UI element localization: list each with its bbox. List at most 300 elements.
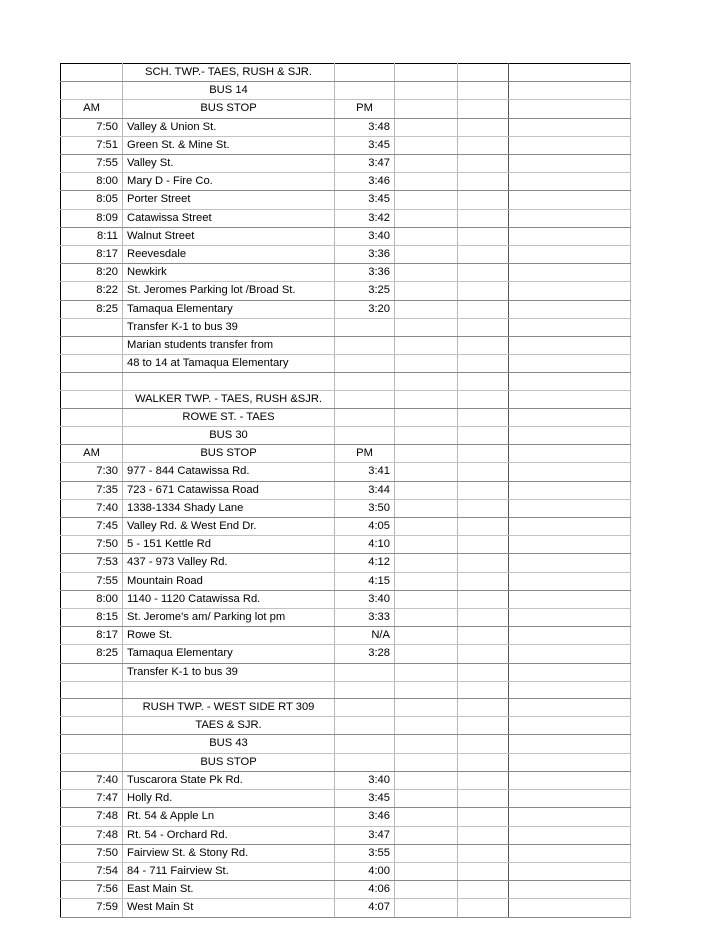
cell-pm-time: N/A <box>335 627 395 645</box>
cell-pm-time <box>335 373 395 390</box>
table-row <box>61 390 631 408</box>
cell-pm-time <box>335 735 395 753</box>
cell-spare-2 <box>458 191 509 209</box>
cell-spare-2 <box>458 771 509 789</box>
cell-pm-time: 3:28 <box>335 645 395 663</box>
cell-spare-2 <box>458 445 509 463</box>
cell-bus-stop: TAES & SJR. <box>123 717 335 735</box>
table-row <box>61 318 631 336</box>
table-row <box>61 844 631 862</box>
cell-spare-1 <box>395 64 458 82</box>
cell-am-time: 8:17 <box>61 246 123 264</box>
cell-spare-2 <box>458 427 509 445</box>
table-row <box>61 499 631 517</box>
cell-bus-stop: Green St. & Mine St. <box>123 136 335 154</box>
cell-spare-3 <box>509 390 631 408</box>
cell-am-time: 8:25 <box>61 645 123 663</box>
cell-pm-time: 3:47 <box>335 826 395 844</box>
cell-spare-3 <box>509 373 631 390</box>
cell-am-time <box>61 318 123 336</box>
cell-spare-1 <box>395 554 458 572</box>
cell-bus-stop: Porter Street <box>123 191 335 209</box>
cell-am-time: 8:09 <box>61 209 123 227</box>
cell-spare-1 <box>395 136 458 154</box>
cell-spare-3 <box>509 771 631 789</box>
cell-bus-stop: Transfer K-1 to bus 39 <box>123 318 335 336</box>
cell-spare-1 <box>395 82 458 100</box>
cell-spare-2 <box>458 355 509 373</box>
cell-bus-stop: ROWE ST. - TAES <box>123 408 335 426</box>
cell-spare-3 <box>509 481 631 499</box>
cell-pm-time: 3:47 <box>335 155 395 173</box>
cell-bus-stop: Rt. 54 - Orchard Rd. <box>123 826 335 844</box>
cell-spare-1 <box>395 318 458 336</box>
table-row <box>61 717 631 735</box>
cell-spare-2 <box>458 173 509 191</box>
cell-spare-2 <box>458 300 509 318</box>
cell-am-time: 7:45 <box>61 518 123 536</box>
cell-am-time: 7:53 <box>61 554 123 572</box>
cell-spare-1 <box>395 590 458 608</box>
cell-pm-time <box>335 717 395 735</box>
cell-bus-stop: SCH. TWP.- TAES, RUSH & SJR. <box>123 64 335 82</box>
cell-pm-time: 3:20 <box>335 300 395 318</box>
cell-spare-2 <box>458 463 509 481</box>
cell-am-time: 7:56 <box>61 881 123 899</box>
cell-spare-2 <box>458 318 509 336</box>
table-row <box>61 699 631 717</box>
cell-spare-3 <box>509 355 631 373</box>
cell-spare-3 <box>509 753 631 771</box>
cell-spare-2 <box>458 408 509 426</box>
cell-bus-stop: Rowe St. <box>123 627 335 645</box>
cell-spare-2 <box>458 753 509 771</box>
cell-spare-1 <box>395 408 458 426</box>
cell-spare-1 <box>395 227 458 245</box>
cell-spare-1 <box>395 264 458 282</box>
cell-spare-1 <box>395 735 458 753</box>
cell-pm-time: PM <box>335 445 395 463</box>
cell-spare-3 <box>509 663 631 681</box>
cell-spare-2 <box>458 844 509 862</box>
cell-pm-time <box>335 82 395 100</box>
cell-am-time: 8:00 <box>61 590 123 608</box>
cell-pm-time: 4:15 <box>335 572 395 590</box>
cell-bus-stop: East Main St. <box>123 881 335 899</box>
cell-am-time: 8:20 <box>61 264 123 282</box>
cell-am-time <box>61 427 123 445</box>
cell-spare-3 <box>509 463 631 481</box>
cell-spare-1 <box>395 699 458 717</box>
cell-spare-3 <box>509 191 631 209</box>
cell-spare-1 <box>395 209 458 227</box>
table-row <box>61 64 631 82</box>
cell-spare-1 <box>395 753 458 771</box>
cell-am-time <box>61 373 123 390</box>
cell-spare-3 <box>509 862 631 880</box>
schedule-sheet-wrapper <box>60 63 630 918</box>
table-row <box>61 790 631 808</box>
cell-pm-time: 3:46 <box>335 173 395 191</box>
cell-spare-1 <box>395 463 458 481</box>
cell-spare-2 <box>458 390 509 408</box>
cell-spare-2 <box>458 609 509 627</box>
cell-spare-3 <box>509 681 631 698</box>
cell-spare-3 <box>509 699 631 717</box>
cell-am-time <box>61 337 123 355</box>
cell-pm-time <box>335 699 395 717</box>
cell-bus-stop <box>123 681 335 698</box>
cell-pm-time: 3:42 <box>335 209 395 227</box>
table-row <box>61 609 631 627</box>
cell-spare-1 <box>395 390 458 408</box>
table-row <box>61 227 631 245</box>
cell-bus-stop: 5 - 151 Kettle Rd <box>123 536 335 554</box>
cell-spare-2 <box>458 826 509 844</box>
cell-pm-time <box>335 390 395 408</box>
cell-spare-2 <box>458 536 509 554</box>
cell-bus-stop: Mary D - Fire Co. <box>123 173 335 191</box>
cell-bus-stop: RUSH TWP. - WEST SIDE RT 309 <box>123 699 335 717</box>
cell-spare-3 <box>509 64 631 82</box>
cell-spare-1 <box>395 681 458 698</box>
cell-spare-2 <box>458 246 509 264</box>
table-row <box>61 282 631 300</box>
table-row <box>61 355 631 373</box>
cell-spare-1 <box>395 282 458 300</box>
table-row <box>61 264 631 282</box>
cell-am-time: 7:50 <box>61 118 123 136</box>
cell-spare-1 <box>395 790 458 808</box>
cell-pm-time: 3:33 <box>335 609 395 627</box>
cell-spare-3 <box>509 136 631 154</box>
cell-bus-stop: Tamaqua Elementary <box>123 300 335 318</box>
cell-spare-3 <box>509 227 631 245</box>
cell-am-time: 7:40 <box>61 771 123 789</box>
cell-am-time: 7:55 <box>61 572 123 590</box>
cell-spare-2 <box>458 373 509 390</box>
cell-am-time <box>61 355 123 373</box>
cell-spare-3 <box>509 554 631 572</box>
cell-pm-time: 4:05 <box>335 518 395 536</box>
cell-bus-stop: Marian students transfer from <box>123 337 335 355</box>
cell-bus-stop: Valley St. <box>123 155 335 173</box>
cell-am-time: 7:50 <box>61 844 123 862</box>
table-row <box>61 771 631 789</box>
cell-am-time: 7:47 <box>61 790 123 808</box>
cell-bus-stop: Valley & Union St. <box>123 118 335 136</box>
cell-pm-time <box>335 318 395 336</box>
cell-am-time: 7:40 <box>61 499 123 517</box>
cell-am-time: 8:05 <box>61 191 123 209</box>
cell-pm-time: 3:44 <box>335 481 395 499</box>
cell-am-time <box>61 735 123 753</box>
cell-bus-stop: 1140 - 1120 Catawissa Rd. <box>123 590 335 608</box>
cell-pm-time <box>335 64 395 82</box>
table-row <box>61 373 631 390</box>
cell-spare-3 <box>509 300 631 318</box>
table-row <box>61 136 631 154</box>
cell-bus-stop: BUS 43 <box>123 735 335 753</box>
cell-spare-1 <box>395 663 458 681</box>
cell-spare-2 <box>458 64 509 82</box>
cell-bus-stop: Holly Rd. <box>123 790 335 808</box>
table-row <box>61 753 631 771</box>
cell-am-time: 7:48 <box>61 808 123 826</box>
cell-bus-stop: 977 - 844 Catawissa Rd. <box>123 463 335 481</box>
schedule-table-body <box>61 64 631 918</box>
cell-bus-stop: 723 - 671 Catawissa Road <box>123 481 335 499</box>
cell-spare-1 <box>395 155 458 173</box>
cell-spare-1 <box>395 717 458 735</box>
cell-spare-3 <box>509 82 631 100</box>
table-row <box>61 481 631 499</box>
cell-spare-3 <box>509 645 631 663</box>
table-row <box>61 808 631 826</box>
cell-spare-3 <box>509 408 631 426</box>
cell-bus-stop: Catawissa Street <box>123 209 335 227</box>
cell-bus-stop: Reevesdale <box>123 246 335 264</box>
cell-bus-stop: 84 - 711 Fairview St. <box>123 862 335 880</box>
cell-bus-stop: West Main St <box>123 899 335 917</box>
cell-spare-3 <box>509 318 631 336</box>
cell-spare-3 <box>509 499 631 517</box>
cell-spare-2 <box>458 717 509 735</box>
cell-bus-stop: Tamaqua Elementary <box>123 645 335 663</box>
table-row <box>61 191 631 209</box>
cell-spare-1 <box>395 173 458 191</box>
cell-spare-3 <box>509 118 631 136</box>
cell-spare-2 <box>458 554 509 572</box>
cell-pm-time: 4:12 <box>335 554 395 572</box>
table-row <box>61 463 631 481</box>
table-row <box>61 663 631 681</box>
cell-spare-3 <box>509 572 631 590</box>
cell-am-time: AM <box>61 445 123 463</box>
table-row <box>61 899 631 917</box>
cell-spare-2 <box>458 699 509 717</box>
cell-am-time: 7:50 <box>61 536 123 554</box>
bus-schedule-table <box>60 63 631 918</box>
cell-spare-2 <box>458 735 509 753</box>
cell-spare-3 <box>509 264 631 282</box>
cell-pm-time: 4:07 <box>335 899 395 917</box>
cell-spare-1 <box>395 499 458 517</box>
cell-spare-3 <box>509 627 631 645</box>
cell-spare-1 <box>395 536 458 554</box>
cell-spare-1 <box>395 355 458 373</box>
cell-am-time: AM <box>61 100 123 118</box>
cell-spare-1 <box>395 627 458 645</box>
table-row <box>61 173 631 191</box>
cell-spare-3 <box>509 536 631 554</box>
cell-bus-stop: 437 - 973 Valley Rd. <box>123 554 335 572</box>
cell-bus-stop: Transfer K-1 to bus 39 <box>123 663 335 681</box>
cell-spare-1 <box>395 518 458 536</box>
cell-spare-2 <box>458 663 509 681</box>
cell-spare-2 <box>458 155 509 173</box>
cell-spare-1 <box>395 808 458 826</box>
table-row <box>61 82 631 100</box>
cell-am-time: 7:59 <box>61 899 123 917</box>
table-row <box>61 118 631 136</box>
cell-pm-time: 3:50 <box>335 499 395 517</box>
table-row <box>61 881 631 899</box>
cell-spare-3 <box>509 282 631 300</box>
cell-bus-stop: Walnut Street <box>123 227 335 245</box>
cell-spare-2 <box>458 282 509 300</box>
cell-spare-1 <box>395 191 458 209</box>
cell-spare-2 <box>458 209 509 227</box>
table-row <box>61 100 631 118</box>
cell-spare-1 <box>395 645 458 663</box>
table-row <box>61 826 631 844</box>
cell-pm-time: 3:36 <box>335 246 395 264</box>
cell-bus-stop: Mountain Road <box>123 572 335 590</box>
cell-spare-1 <box>395 844 458 862</box>
cell-spare-1 <box>395 337 458 355</box>
cell-spare-2 <box>458 82 509 100</box>
cell-pm-time: 4:00 <box>335 862 395 880</box>
cell-spare-3 <box>509 735 631 753</box>
cell-pm-time: 3:40 <box>335 771 395 789</box>
cell-pm-time <box>335 681 395 698</box>
cell-spare-2 <box>458 118 509 136</box>
cell-am-time <box>61 681 123 698</box>
cell-spare-3 <box>509 899 631 917</box>
cell-pm-time: 3:36 <box>335 264 395 282</box>
cell-spare-2 <box>458 572 509 590</box>
cell-pm-time: 4:06 <box>335 881 395 899</box>
table-row <box>61 862 631 880</box>
cell-am-time: 7:30 <box>61 463 123 481</box>
table-row <box>61 681 631 698</box>
cell-spare-3 <box>509 590 631 608</box>
cell-spare-2 <box>458 881 509 899</box>
cell-spare-3 <box>509 173 631 191</box>
cell-spare-2 <box>458 899 509 917</box>
cell-am-time <box>61 408 123 426</box>
cell-bus-stop: Valley Rd. & West End Dr. <box>123 518 335 536</box>
cell-spare-1 <box>395 373 458 390</box>
cell-spare-1 <box>395 118 458 136</box>
cell-pm-time: 3:25 <box>335 282 395 300</box>
cell-pm-time: 3:48 <box>335 118 395 136</box>
cell-spare-2 <box>458 808 509 826</box>
cell-bus-stop <box>123 373 335 390</box>
cell-spare-3 <box>509 844 631 862</box>
cell-pm-time: 3:45 <box>335 191 395 209</box>
cell-am-time <box>61 663 123 681</box>
table-row <box>61 627 631 645</box>
table-row <box>61 445 631 463</box>
table-row <box>61 518 631 536</box>
table-row <box>61 536 631 554</box>
cell-bus-stop: BUS STOP <box>123 445 335 463</box>
cell-am-time <box>61 699 123 717</box>
cell-spare-2 <box>458 645 509 663</box>
cell-pm-time: 4:10 <box>335 536 395 554</box>
cell-am-time: 7:55 <box>61 155 123 173</box>
cell-bus-stop: 1338-1334 Shady Lane <box>123 499 335 517</box>
cell-spare-3 <box>509 808 631 826</box>
cell-spare-2 <box>458 337 509 355</box>
cell-pm-time <box>335 337 395 355</box>
cell-am-time: 8:22 <box>61 282 123 300</box>
cell-spare-1 <box>395 246 458 264</box>
cell-spare-1 <box>395 609 458 627</box>
cell-bus-stop: Fairview St. & Stony Rd. <box>123 844 335 862</box>
cell-bus-stop: BUS 14 <box>123 82 335 100</box>
cell-pm-time: 3:55 <box>335 844 395 862</box>
table-row <box>61 337 631 355</box>
cell-pm-time: PM <box>335 100 395 118</box>
cell-pm-time: 3:45 <box>335 790 395 808</box>
cell-am-time <box>61 717 123 735</box>
cell-spare-3 <box>509 518 631 536</box>
cell-pm-time: 3:45 <box>335 136 395 154</box>
cell-spare-3 <box>509 881 631 899</box>
cell-bus-stop: Tuscarora State Pk Rd. <box>123 771 335 789</box>
cell-am-time <box>61 753 123 771</box>
cell-spare-2 <box>458 590 509 608</box>
cell-am-time: 8:15 <box>61 609 123 627</box>
cell-spare-1 <box>395 826 458 844</box>
cell-spare-2 <box>458 790 509 808</box>
cell-am-time: 7:35 <box>61 481 123 499</box>
cell-am-time <box>61 64 123 82</box>
cell-pm-time: 3:40 <box>335 227 395 245</box>
cell-am-time: 8:11 <box>61 227 123 245</box>
cell-bus-stop: BUS 30 <box>123 427 335 445</box>
cell-spare-1 <box>395 481 458 499</box>
cell-bus-stop: BUS STOP <box>123 100 335 118</box>
cell-spare-2 <box>458 227 509 245</box>
table-row <box>61 427 631 445</box>
cell-spare-3 <box>509 445 631 463</box>
cell-am-time: 7:54 <box>61 862 123 880</box>
cell-spare-1 <box>395 899 458 917</box>
cell-spare-2 <box>458 100 509 118</box>
cell-spare-2 <box>458 681 509 698</box>
table-row <box>61 246 631 264</box>
cell-spare-3 <box>509 100 631 118</box>
cell-spare-3 <box>509 790 631 808</box>
table-row <box>61 155 631 173</box>
cell-am-time: 8:00 <box>61 173 123 191</box>
cell-spare-3 <box>509 155 631 173</box>
cell-pm-time <box>335 663 395 681</box>
cell-bus-stop: WALKER TWP. - TAES, RUSH &SJR. <box>123 390 335 408</box>
cell-spare-2 <box>458 136 509 154</box>
cell-spare-1 <box>395 445 458 463</box>
cell-spare-3 <box>509 427 631 445</box>
cell-bus-stop: St. Jeromes Parking lot /Broad St. <box>123 282 335 300</box>
cell-am-time: 7:51 <box>61 136 123 154</box>
table-row <box>61 209 631 227</box>
cell-spare-3 <box>509 209 631 227</box>
cell-am-time: 8:25 <box>61 300 123 318</box>
cell-bus-stop: Rt. 54 & Apple Ln <box>123 808 335 826</box>
cell-spare-2 <box>458 481 509 499</box>
cell-spare-3 <box>509 337 631 355</box>
cell-bus-stop: St. Jerome's am/ Parking lot pm <box>123 609 335 627</box>
cell-pm-time: 3:40 <box>335 590 395 608</box>
cell-spare-2 <box>458 862 509 880</box>
cell-am-time <box>61 390 123 408</box>
cell-spare-1 <box>395 862 458 880</box>
cell-pm-time <box>335 355 395 373</box>
